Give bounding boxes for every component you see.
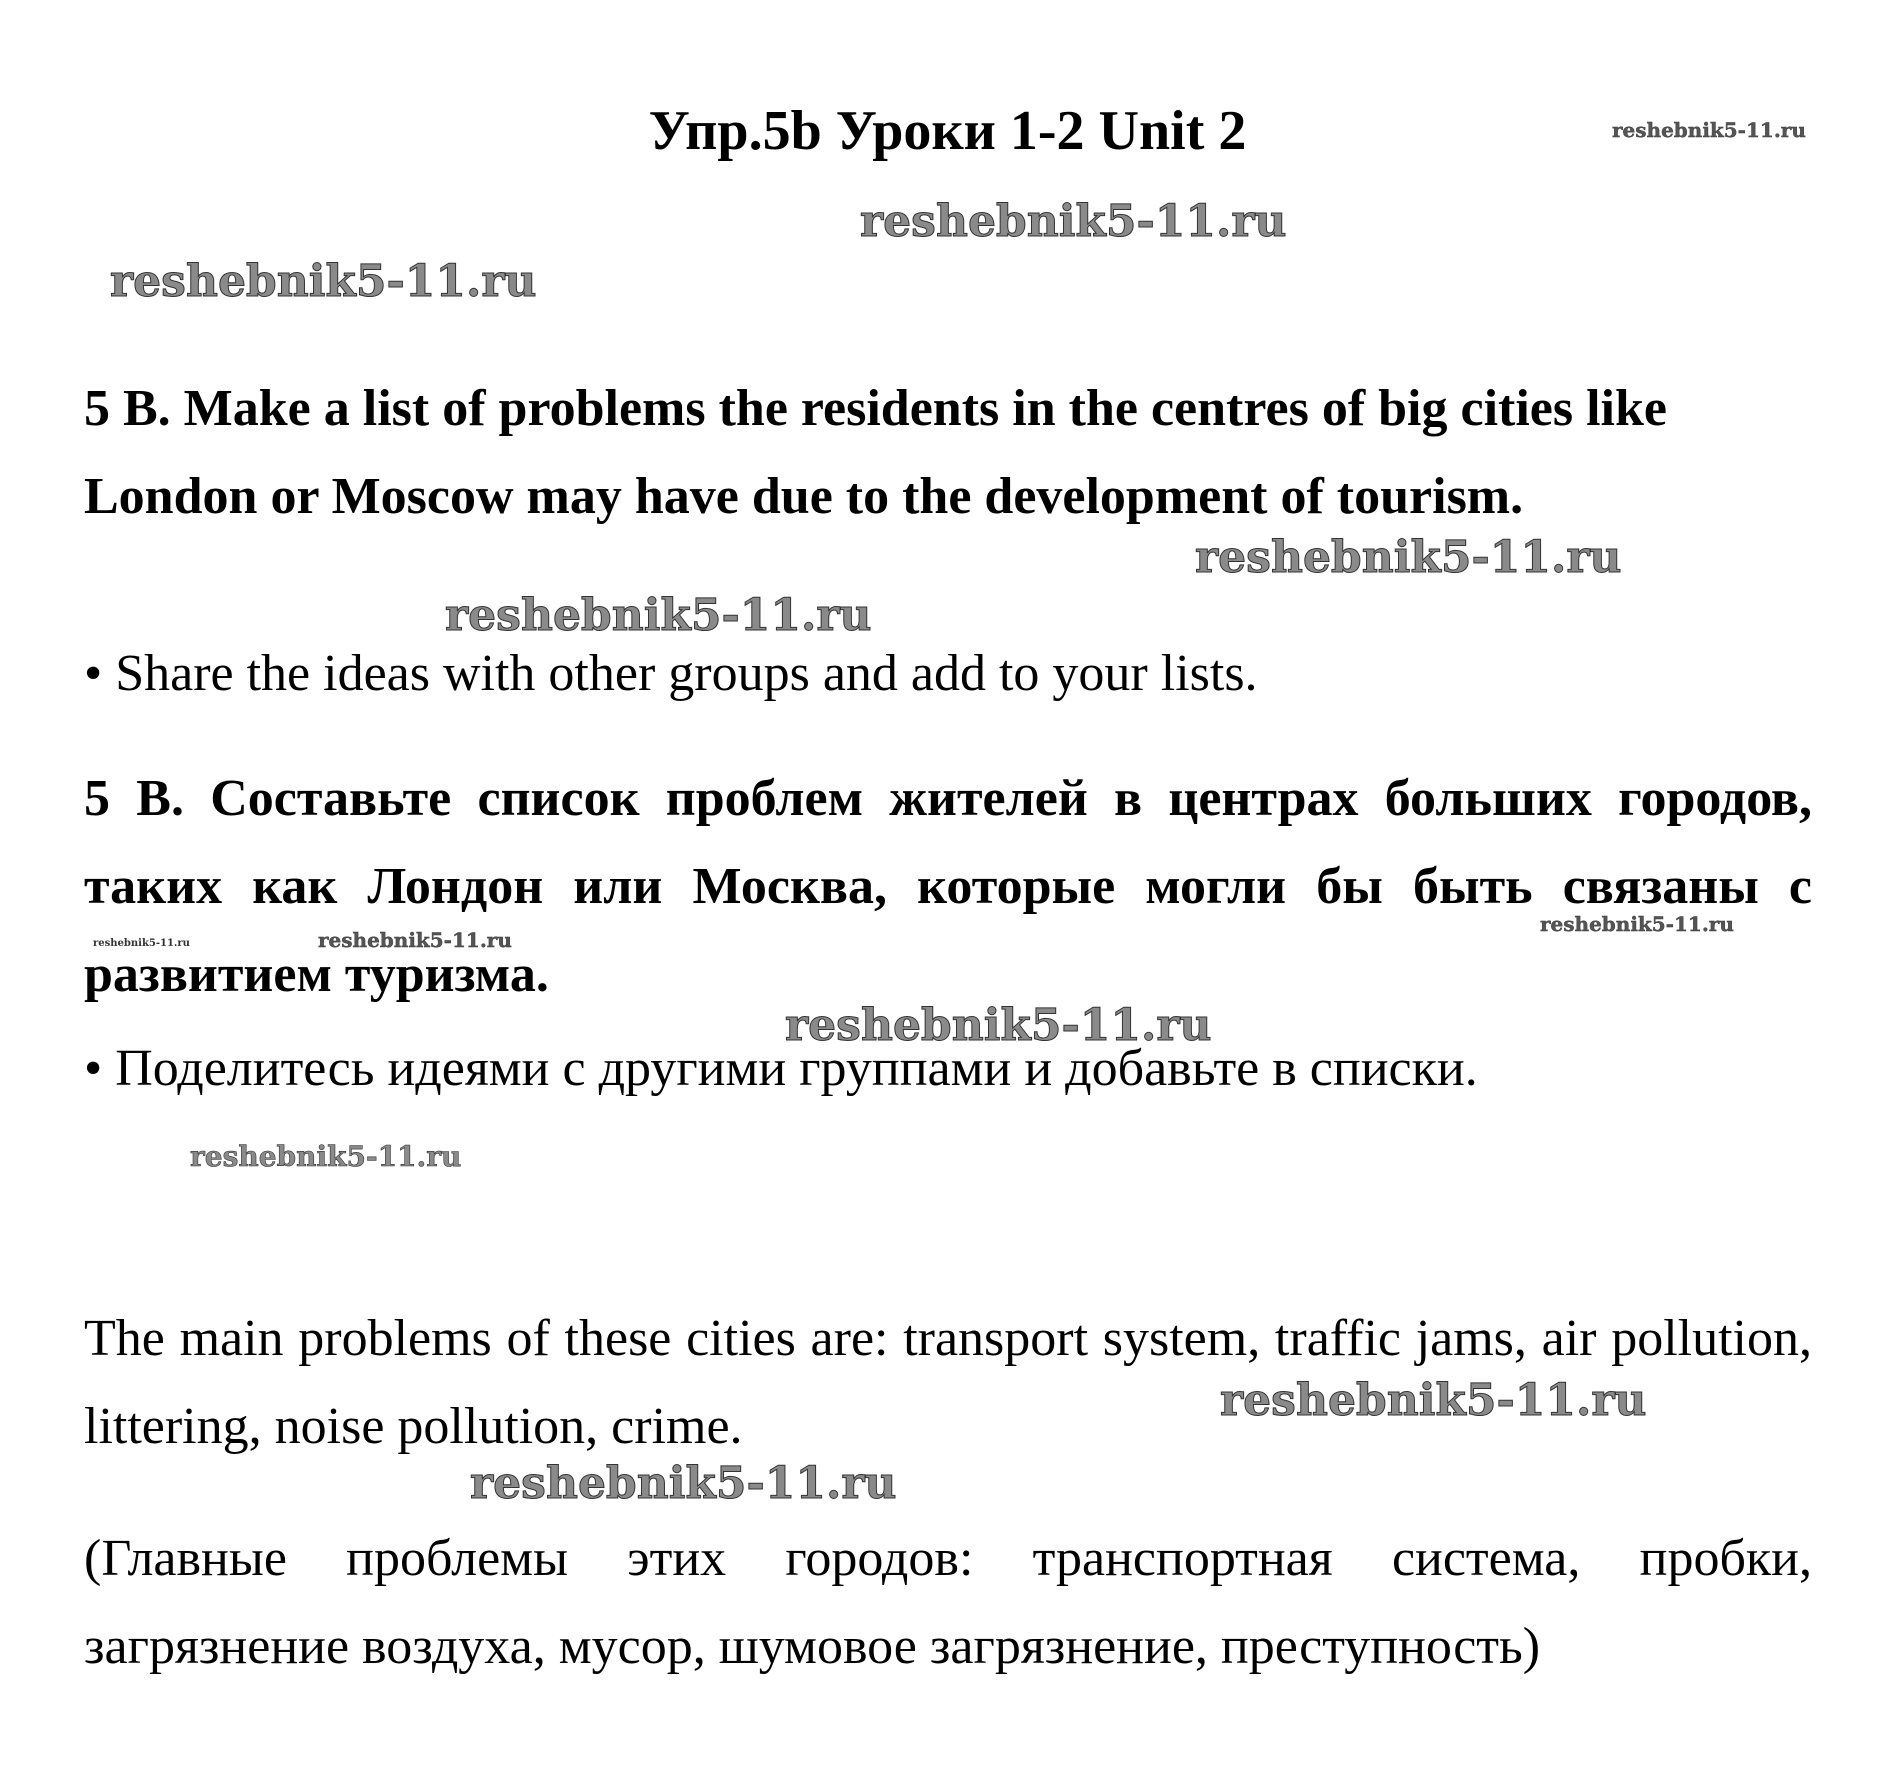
watermark: reshebnik5-11.ru (318, 928, 512, 952)
watermark: reshebnik5-11.ru (785, 1000, 1212, 1051)
answer-russian: (Главные проблемы этих городов: транспортная система, пробки, загрязнение воздуха, мусор, шумовое загрязнение, преступность) (84, 1530, 1812, 1675)
watermark: reshebnik5-11.ru (93, 938, 190, 949)
watermark: reshebnik5-11.ru (1220, 1375, 1647, 1426)
watermark: reshebnik5-11.ru (860, 196, 1287, 247)
task-russian-bullet: • Поделитесь идеями с другими группами и добавьте в списки. (84, 1040, 1478, 1097)
watermark: reshebnik5-11.ru (1612, 118, 1806, 142)
task-english-bullet: • Share the ideas with other groups and add to your lists. (84, 645, 1258, 702)
watermark: reshebnik5-11.ru (1195, 532, 1622, 583)
page-title: Упр.5b Уроки 1-2 Unit 2 (648, 100, 1247, 162)
watermark: reshebnik5-11.ru (190, 1140, 462, 1173)
watermark: reshebnik5-11.ru (445, 590, 872, 641)
watermark: reshebnik5-11.ru (470, 1458, 897, 1509)
answer-english: The main problems of these cities are: transport system, traffic jams, air pollution, littering, noise pollution, crime. (84, 1310, 1812, 1455)
task-russian: 5 B. Составьте список проблем жителей в центрах больших городов, таких как Лондон или Москва, которые могли бы быть связаны с развитием туризма. (84, 770, 1812, 1003)
watermark: reshebnik5-11.ru (1540, 912, 1734, 936)
task-english: 5 B. Make a list of problems the residents in the centres of big cities like London or Moscow may have due to the development of tourism. (84, 380, 1668, 525)
watermark: reshebnik5-11.ru (110, 256, 537, 307)
